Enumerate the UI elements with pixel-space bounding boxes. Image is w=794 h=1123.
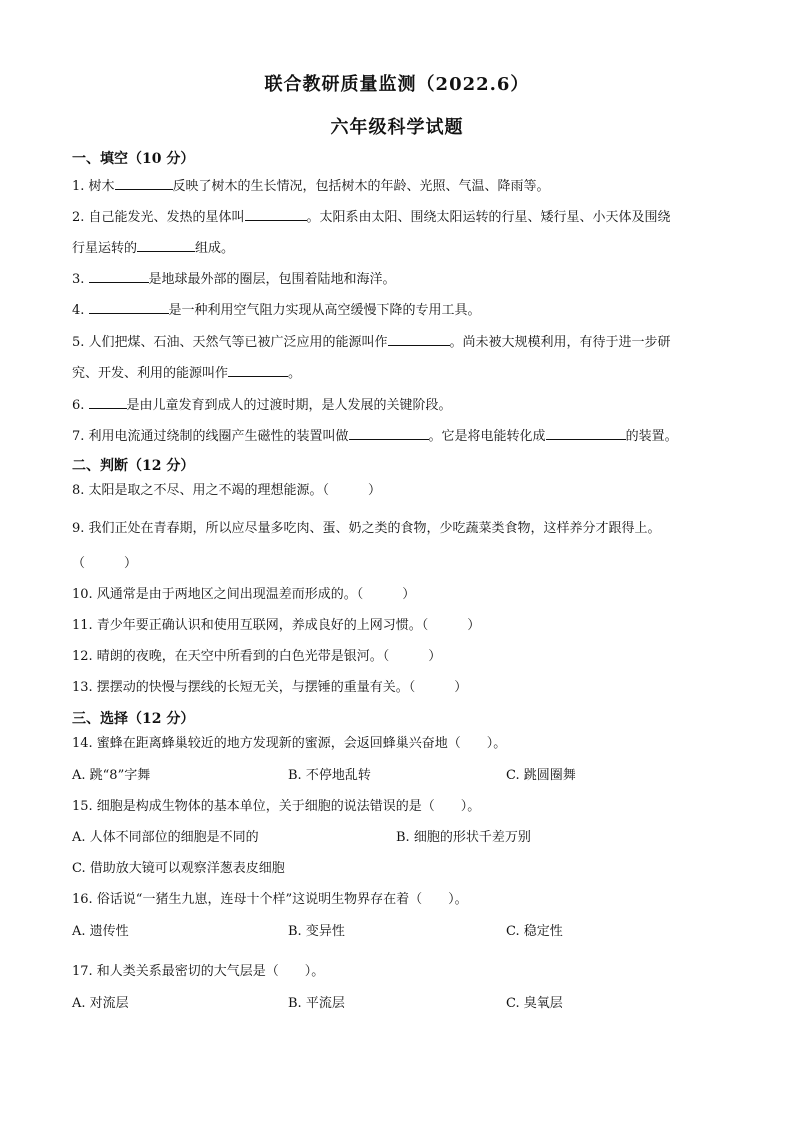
question-1 <box>72 177 550 195</box>
question-5-line-2 <box>72 364 301 382</box>
question-text: 。太阳系由太阳、围绕太阳运转的行星、矮行星、小天体及围绕 <box>306 210 671 225</box>
question-text: 反映了树木的生长情况，包括树木的年龄、光照、气温、降雨等。 <box>172 179 550 194</box>
question-text: 。 <box>288 366 302 381</box>
question-14: 14. 蜜蜂在距离蜂巢较近的地方发现新的蜜源，会返回蜂巢兴奋地（ ）。 <box>72 736 507 751</box>
exam-subtitle: 六年级科学试题 <box>330 117 464 138</box>
answer-blank[interactable] <box>546 427 626 440</box>
option-a[interactable]: A. 人体不同部位的细胞是不同的 <box>72 830 259 845</box>
section-fill-in-heading: 一、填空（10 分） <box>72 151 195 167</box>
answer-blank[interactable] <box>115 177 173 190</box>
answer-blank[interactable] <box>349 427 429 440</box>
question-12: 12. 晴朗的夜晚，在天空中所看到的白色光带是银河。（ ） <box>72 649 442 664</box>
question-text: 1. 树木 <box>72 179 115 194</box>
option-c[interactable]: C. 跳圆圈舞 <box>506 768 576 783</box>
question-text: 7. 利用电流通过绕制的线圈产生磁性的装置叫做 <box>72 429 349 444</box>
option-a[interactable]: A. 跳“8”字舞 <box>72 768 151 783</box>
answer-blank[interactable] <box>89 270 149 283</box>
question-2-line-1 <box>72 208 671 226</box>
question-7 <box>72 427 678 445</box>
question-15: 15. 细胞是构成生物体的基本单位，关于细胞的说法错误的是（ ）。 <box>72 799 481 814</box>
question-text: 。它是将电能转化成 <box>428 429 546 444</box>
question-9-line-2: （ ） <box>72 556 138 571</box>
section-multiple-choice-heading: 三、选择（12 分） <box>72 711 195 727</box>
option-c[interactable]: C. 稳定性 <box>506 924 563 939</box>
question-text: 究、开发、利用的能源叫作 <box>72 366 229 381</box>
question-text: 是地球最外部的圈层，包围着陆地和海洋。 <box>148 272 396 287</box>
question-text: 是一种利用空气阻力实现从高空缓慢下降的专用工具。 <box>168 303 481 318</box>
option-b[interactable]: B. 变异性 <box>288 924 345 939</box>
question-4 <box>72 301 481 319</box>
question-3 <box>72 270 396 288</box>
option-b[interactable]: B. 细胞的形状千差万别 <box>396 830 531 845</box>
answer-blank[interactable] <box>89 396 127 409</box>
option-b[interactable]: B. 平流层 <box>288 996 345 1011</box>
question-13: 13. 摆摆动的快慢与摆线的长短无关，与摆锤的重量有关。（ ） <box>72 680 468 695</box>
option-a[interactable]: A. 对流层 <box>72 996 129 1011</box>
question-11: 11. 青少年要正确认识和使用互联网，养成良好的上网习惯。（ ） <box>72 618 481 633</box>
question-text: 3. <box>72 272 89 287</box>
question-17: 17. 和人类关系最密切的大气层是（ ）。 <box>72 964 325 979</box>
question-text: 2. 自己能发光、发热的星体叫 <box>72 210 245 225</box>
exam-title: 联合教研质量监测（2022.6） <box>264 74 530 95</box>
section-true-false-heading: 二、判断（12 分） <box>72 458 195 474</box>
question-text: 6. <box>72 398 89 413</box>
question-10: 10. 风通常是由于两地区之间出现温差而形成的。（ ） <box>72 587 416 602</box>
question-text: 是由儿童发育到成人的过渡时期，是人发展的关键阶段。 <box>126 398 452 413</box>
answer-blank[interactable] <box>228 364 288 377</box>
question-6 <box>72 396 452 414</box>
answer-blank[interactable] <box>245 208 307 221</box>
question-text: 4. <box>72 303 89 318</box>
question-16: 16. 俗话说“一猪生九崽，连母十个样”这说明生物界存在着（ ）。 <box>72 892 468 907</box>
question-5-line-1 <box>72 333 671 351</box>
question-text: 的装置。 <box>625 429 678 444</box>
question-8: 8. 太阳是取之不尽、用之不竭的理想能源。（ ） <box>72 483 382 498</box>
answer-blank[interactable] <box>137 239 195 252</box>
answer-blank[interactable] <box>388 333 450 346</box>
option-a[interactable]: A. 遗传性 <box>72 924 129 939</box>
question-text: 。尚未被大规模利用，有待于进一步研 <box>449 335 671 350</box>
option-c[interactable]: C. 借助放大镜可以观察洋葱表皮细胞 <box>72 861 285 876</box>
question-9-line-1: 9. 我们正处在青春期，所以应尽量多吃肉、蛋、奶之类的食物，少吃蔬菜类食物，这样养分才跟得上。 <box>72 521 661 536</box>
question-text: 5. 人们把煤、石油、天然气等已被广泛应用的能源叫作 <box>72 335 388 350</box>
question-text: 行星运转的 <box>72 241 138 256</box>
answer-blank[interactable] <box>89 301 169 314</box>
option-c[interactable]: C. 臭氧层 <box>506 996 563 1011</box>
question-2-line-2 <box>72 239 234 257</box>
question-text: 组成。 <box>195 241 235 256</box>
option-b[interactable]: B. 不停地乱转 <box>288 768 371 783</box>
